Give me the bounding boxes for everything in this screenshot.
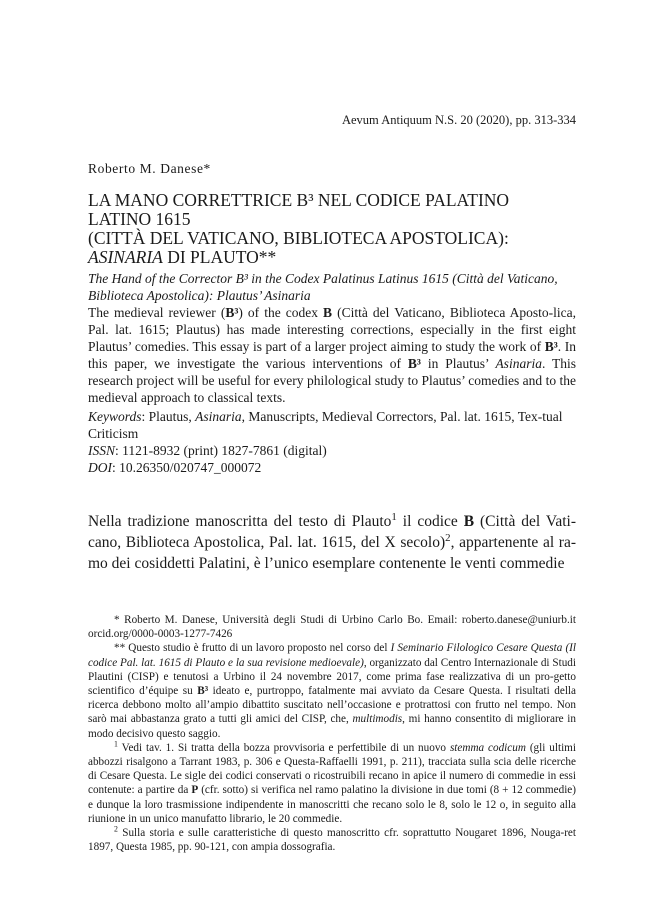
body-paragraph bbox=[88, 511, 576, 574]
abstract-siglum: B³ bbox=[544, 339, 558, 354]
abstract-play-name: Asinaria bbox=[495, 356, 542, 371]
abstract-siglum: B³ bbox=[225, 305, 239, 320]
keywords-text: : Plautus, bbox=[141, 409, 196, 424]
footnotes bbox=[88, 613, 576, 854]
footnote-text: ** Questo studio è frutto di un lavoro proposto nel corso del bbox=[114, 642, 391, 655]
footnote-italic: I Seminario Filologico Cesare Questa (Il codice Pal. lat. 1615 di Plauto e la sua revisione medioevale) bbox=[88, 642, 577, 669]
keywords-text: , Manuscripts, Medieval Correctors, Pal. lat. 1615, Tex-tual Criticism bbox=[88, 409, 563, 441]
article-title bbox=[88, 191, 576, 267]
english-title bbox=[88, 270, 576, 304]
issn bbox=[88, 442, 576, 459]
footnote-number: 1 bbox=[114, 739, 118, 749]
abstract-text: . This research project will be useful for every philological study to Plautus’ comedies and to the medieval approach to classical texts. bbox=[88, 356, 577, 405]
title-line-1: LA MANO CORRETTRICE B³ NEL CODICE PALATINO LATINO 1615 bbox=[88, 190, 510, 229]
footnote-ref: 2 bbox=[445, 531, 451, 544]
footnote-acknowledgement bbox=[88, 641, 576, 740]
footnote-text: ideato e, purtroppo, fatalmente mai avviato da Cesare Questa. I risultati della ricerca debbono molto all’ampio dibattito suscitato nell’occasione e protrattosi con frutto nel tempo. Non sarò mai abbastanza grato a tutti gli amici del CISP, che, bbox=[88, 685, 576, 726]
body-siglum: B bbox=[463, 513, 475, 530]
abstract-text: ) of the codex bbox=[238, 305, 324, 320]
title-play-name: ASINARIA bbox=[88, 247, 163, 267]
body-text: (Città del Vati-cano, Biblioteca Apostolica, Pal. lat. 1615, del X secolo) bbox=[88, 513, 576, 551]
footnote-1 bbox=[88, 741, 576, 826]
footnote-italic: stemma codicum bbox=[449, 741, 526, 754]
footnote-italic: multimodis bbox=[352, 713, 403, 726]
abstract-text: (Città del Vaticano, Biblioteca Aposto-lica, Pal. lat. 1615; Plautus) has made interesting corrections, especially in the first eight Plautus’ comedies. This essay is part of a larger project aiming to study the work of bbox=[88, 305, 576, 354]
doi bbox=[88, 459, 576, 476]
title-line-3 bbox=[88, 248, 576, 267]
footnote-text: Vedi tav. 1. Si tratta della bozza provvisoria e perfettibile di un nuovo bbox=[117, 741, 450, 754]
keywords-label: Keywords bbox=[88, 409, 142, 424]
body-text: il codice bbox=[396, 513, 464, 530]
footnote-ref: 1 bbox=[391, 510, 397, 523]
title-line-3-rest: DI PLAUTO** bbox=[162, 247, 277, 267]
abstract-text: in Plautus’ bbox=[420, 356, 496, 371]
title-line-2: (CITTÀ DEL VATICANO, BIBLIOTECA APOSTOLICA): bbox=[88, 228, 509, 248]
footnote-text: (cfr. sotto) si verifica nel ramo palatino la divisione in due tomi (8 + 12 commedie) e dunque la loro trasmissione indipendente in manoscritti che recano solo le 8, solo le 12 o, in seguito alla riunione in un unico manufatto librario, le 20 commedie. bbox=[88, 784, 576, 825]
body-text: , appartenente al ra-mo dei cosiddetti Palatini, è l’unico esemplare contenente le venti commedie bbox=[88, 534, 577, 572]
english-title-line-1: The Hand of the Corrector B³ in the Codex Palatinus Latinus 1615 (Città del Vaticano, bbox=[88, 271, 558, 286]
keywords bbox=[88, 408, 576, 442]
footnote-text: , mi hanno consentito di migliorare in modo decisivo questo saggio. bbox=[88, 713, 576, 740]
abstract-siglum: B bbox=[323, 305, 333, 320]
footnote-2 bbox=[88, 826, 576, 854]
issn-label: ISSN bbox=[88, 443, 115, 458]
footnote-siglum: B³ bbox=[197, 685, 209, 698]
abstract-text: The medieval reviewer ( bbox=[88, 305, 226, 320]
author-name: Roberto M. Danese* bbox=[88, 161, 211, 176]
english-title-line-2: Biblioteca Apostolica): Plautus’ Asinaria bbox=[88, 288, 311, 303]
footnote-author: * Roberto M. Danese, Università degli Studi di Urbino Carlo Bo. Email: roberto.danese@uniurb.it orcid.org/0000-0003-1277-7426 bbox=[88, 614, 576, 641]
footnote-text: (gli ultimi abbozzi risalgono a Tarrant 1983, p. 306 e Questa-Raffaelli 1991, p. 211), tracciata sulla scia delle ricerche di Cesare Questa. Le sigle dei codici conservati o ricostruibili recano in apice il numero di commedie in essi contenute: a partire da bbox=[88, 741, 576, 797]
footnote-siglum: P bbox=[191, 784, 199, 797]
doi-value: : 10.26350/020747_000072 bbox=[112, 460, 262, 475]
abstract-text: . In this paper, we investigate the various interventions of bbox=[88, 339, 577, 371]
abstract-siglum: B³ bbox=[407, 356, 421, 371]
doi-label: DOI bbox=[88, 460, 112, 475]
issn-value: : 1121-8932 (print) 1827-7861 (digital) bbox=[115, 443, 327, 458]
footnote-text: Sulla storia e sulle caratteristiche di questo manoscritto cfr. soprattutto Nougaret 1896, Nouga-ret 1897, Questa 1985, pp. 90-121, con ampia dossografia. bbox=[88, 827, 576, 854]
keywords-italic: Asinaria bbox=[195, 409, 242, 424]
abstract bbox=[88, 304, 576, 406]
footnote-text: , organizzato dal Centro Internazionale di Studi Plautini (CISP) e tenutosi a Urbino il 24 novembre 2017, come prima fase realizzativa di un pro-getto scientifico d’équipe su bbox=[88, 656, 576, 698]
body-text: Nella tradizione manoscritta del testo di Plauto bbox=[88, 513, 392, 530]
journal-reference: Aevum Antiquum N.S. 20 (2020), pp. 313-334 bbox=[341, 113, 576, 127]
footnote-number: 2 bbox=[114, 824, 118, 834]
article-metadata bbox=[88, 408, 576, 476]
